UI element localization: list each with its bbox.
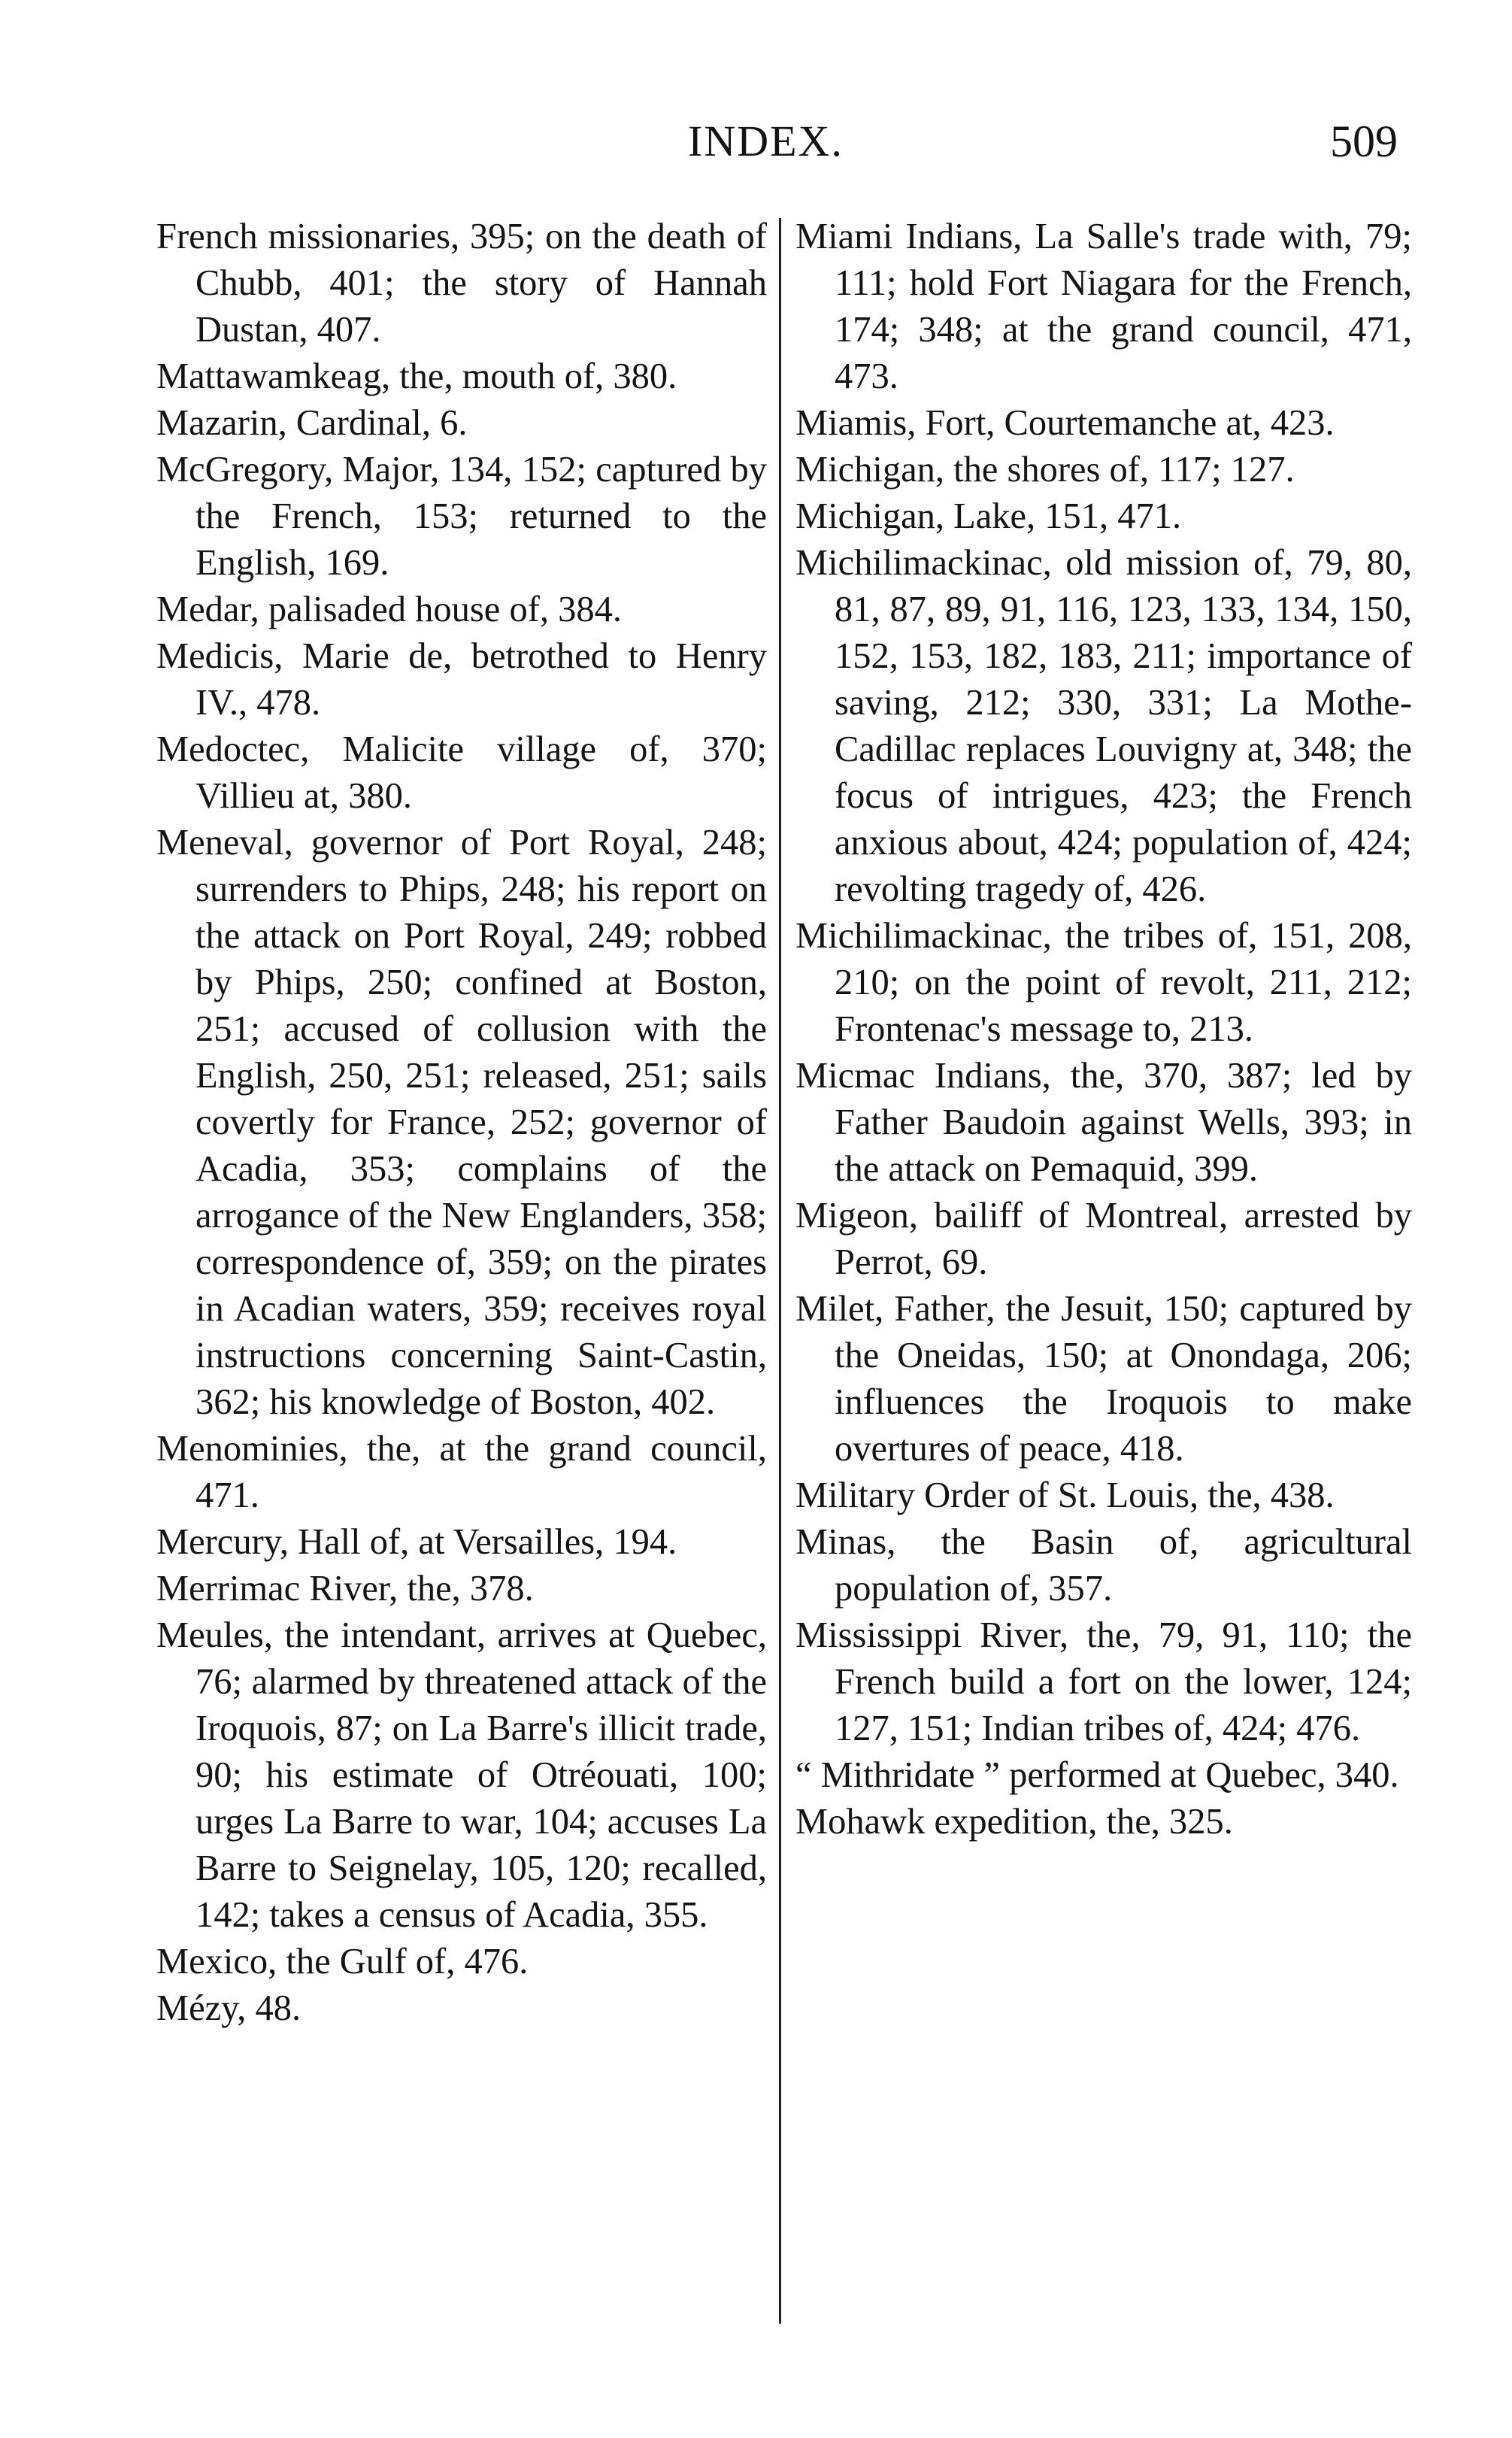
index-entry: Medicis, Marie de, betrothed to Henry IV., 478. — [156, 636, 767, 723]
index-entry: Milet, Father, the Jesuit, 150; captured by the Oneidas, 150; at Onondaga, 206; influences the Iroquois to make overtures of peace, 418. — [795, 1289, 1412, 1469]
index-entry: Migeon, bailiff of Montreal, arrested by Perrot, 69. — [795, 1196, 1412, 1282]
running-head — [0, 111, 1512, 171]
index-entry: Micmac Indians, the, 370, 387; led by Father Baudoin against Wells, 393; in the attack on Pemaquid, 399. — [795, 1056, 1412, 1189]
index-entry: McGregory, Major, 134, 152; captured by the French, 153; returned to the English, 169. — [156, 450, 767, 583]
index-entry: “ Mithridate ” performed at Quebec, 340. — [795, 1755, 1399, 1795]
index-entry: Medoctec, Malicite village of, 370; Villieu at, 380. — [156, 729, 767, 816]
index-entry: Mazarin, Cardinal, 6. — [156, 403, 468, 443]
index-entry: Meules, the intendant, arrives at Quebec, 76; alarmed by threatened attack of the Iroquois, 87; on La Barre's illicit trade, 90; his estimate of Otréouati, 100; urges La Barre to war, 104; accuses La Barre to Seignelay, 105, 120; recalled, 142; takes a census of Acadia, 355. — [156, 1615, 767, 1935]
index-entry: Menominies, the, at the grand council, 471. — [156, 1429, 767, 1515]
index-entry: Miamis, Fort, Courtemanche at, 423. — [795, 403, 1335, 443]
index-entry: Merrimac River, the, 378. — [156, 1569, 534, 1609]
page-title: INDEX. — [688, 117, 844, 165]
column-divider — [779, 218, 781, 2324]
index-entry: Michilimackinac, old mission of, 79, 80, 81, 87, 89, 91, 116, 123, 133, 134, 150, 152, 153, 182, 183, 211; importance of saving, 212; 330, 331; La Mothe-Cadillac replaces Louvigny at, 348; the focus of intrigues, 423; the French anxious about, 424; population of, 424; revolting tragedy of, 426. — [795, 543, 1412, 909]
index-entry: Michigan, Lake, 151, 471. — [795, 496, 1182, 536]
index-entry: Miami Indians, La Salle's trade with, 79; 111; hold Fort Niagara for the French, 174; 348; at the grand council, 471, 473. — [795, 217, 1412, 396]
index-entry: Michigan, the shores of, 117; 127. — [795, 450, 1295, 490]
left-column — [156, 214, 767, 2032]
index-entry: Mohawk expedition, the, 325. — [795, 1802, 1233, 1842]
index-entry: Mattawamkeag, the, mouth of, 380. — [156, 356, 677, 396]
index-entry: Michilimackinac, the tribes of, 151, 208, 210; on the point of revolt, 211, 212; Frontenac's message to, 213. — [795, 916, 1412, 1049]
page-number: 509 — [1330, 117, 1398, 166]
index-entry: Medar, palisaded house of, 384. — [156, 590, 622, 629]
index-entry: Meneval, governor of Port Royal, 248; surrenders to Phips, 248; his report on the attack on Port Royal, 249; robbed by Phips, 250; confined at Boston, 251; accused of collusion with the English, 250, 251; released, 251; sails covertly for France, 252; governor of Acadia, 353; complains of the arrogance of the New Englanders, 358; correspondence of, 359; on the pirates in Acadian waters, 359; receives royal instructions concerning Saint-Castin, 362; his knowledge of Boston, 402. — [156, 823, 767, 1422]
right-column — [795, 214, 1412, 1845]
index-entry: Mississippi River, the, 79, 91, 110; the French build a fort on the lower, 124; 127, 151; Indian tribes of, 424; 476. — [795, 1615, 1412, 1748]
index-entry: French missionaries, 395; on the death of Chubb, 401; the story of Hannah Dustan, 407. — [156, 217, 767, 350]
index-entry: Mézy, 48. — [156, 1988, 301, 2028]
index-entry: Military Order of St. Louis, the, 438. — [795, 1475, 1335, 1515]
index-entry: Mercury, Hall of, at Versailles, 194. — [156, 1522, 677, 1562]
index-entry: Minas, the Basin of, agricultural population of, 357. — [795, 1522, 1412, 1609]
index-entry: Mexico, the Gulf of, 476. — [156, 1942, 529, 1982]
